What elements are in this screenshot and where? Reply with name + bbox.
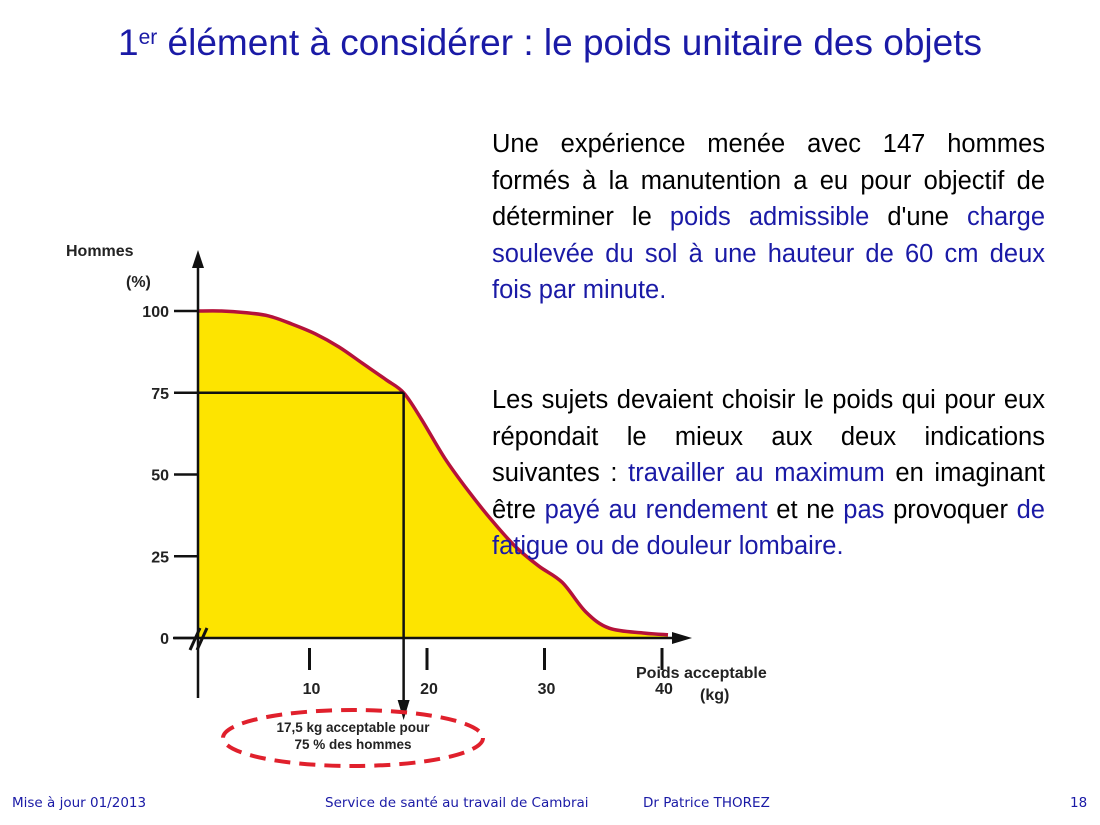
y-tick-label: 50 [151, 467, 169, 485]
y-ticks [142, 304, 198, 648]
body-text-run: Une expérience menée avec 147 hommes formés à la manutention a eu pour objectif de déterminer le [492, 130, 1045, 231]
y-tick-label: 25 [151, 549, 169, 567]
y-axis-label: Hommes [66, 243, 134, 260]
x-tick-label: 20 [420, 681, 438, 698]
body-text-run: Les sujets devaient choisir le poids qui pour eux répondait le mieux aux deux indications suivantes : [492, 386, 1045, 487]
x-ticks [303, 648, 673, 698]
annotation-line-1: 17,5 kg acceptable pour [276, 720, 430, 735]
x-tick-label: 40 [655, 681, 673, 698]
x-axis-label: Poids acceptable [636, 665, 767, 682]
footer-date: Mise à jour 01/2013 [12, 795, 147, 811]
highlighted-text: de fatigue ou de douleur lombaire. [492, 495, 1045, 560]
highlighted-text: payé au rendement [544, 495, 768, 524]
x-axis-unit: (kg) [700, 687, 730, 704]
slide-title: 1er élément à considérer : le poids unitaire des objets [117, 22, 982, 63]
highlighted-text: travailler au maximum [628, 459, 885, 487]
highlighted-text: pas [843, 495, 885, 524]
x-tick-label: 30 [537, 681, 556, 698]
footer-author: Dr Patrice THOREZ [643, 795, 770, 811]
y-tick-label: 75 [151, 385, 169, 403]
body-text-run: en imaginant être [492, 459, 1046, 524]
footer-service: Service de santé au travail de Cambrai [325, 795, 589, 811]
body-text-run: et ne [767, 495, 844, 524]
x-tick-label: 10 [302, 681, 321, 698]
body-text-run: d'une [869, 203, 968, 231]
highlighted-text: charge soulevée du sol à une hauteur de 60 cm deux fois par minute. [492, 203, 1046, 304]
y-axis-arrow [192, 250, 204, 268]
annotation-line-2: 75 % des hommes [294, 737, 412, 752]
body-text-run: provoquer [884, 495, 1017, 524]
footer-page-number: 18 [1070, 795, 1088, 811]
x-axis-arrow [672, 632, 692, 644]
highlighted-text: poids admissible [669, 203, 870, 231]
paragraph-experiment [492, 126, 1045, 309]
y-axis-unit: (%) [126, 274, 151, 291]
y-tick-label: 100 [142, 304, 169, 321]
paragraph-instructions [492, 382, 1045, 565]
y-tick-label: 0 [160, 631, 169, 648]
